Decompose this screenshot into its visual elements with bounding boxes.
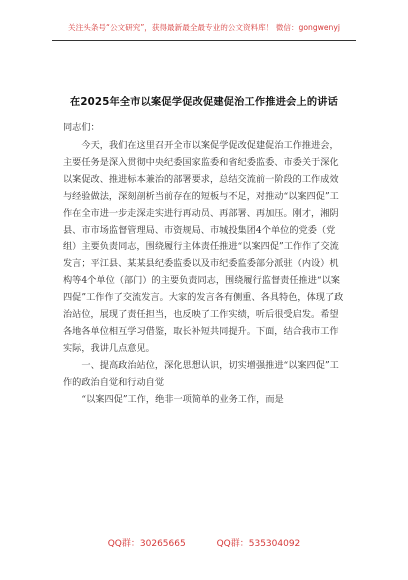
footer-qq-group-1: QQ群：30265665 xyxy=(107,539,186,549)
header-divider xyxy=(52,40,356,41)
header-banner: 关注头条号“公文研究”，获得最新最全最专业的公文资料库！ 微信：gongwenyj xyxy=(68,23,340,32)
paragraph-section-heading: 一、提高政治站位，深化思想认识，切实增强推进“以案四促”工作的政治自觉和行动自觉 xyxy=(63,359,339,388)
footer-qq-group-2: QQ群：535304092 xyxy=(216,539,301,549)
paragraph-intro: 今天，我们在这里召开全市以案促学促改促建促治工作推进会，主要任务是深入贯彻中央纪委国家监委和省纪委监委、市委关于深化以案促改、推进标本兼治的部署要求，总结交流前一阶段的工作成效与经验做法，深刻剖析当前存在的短板与不足，对推动“以案四促”工作在全市进一步走深走实进行再动员、再部署、再加压。刚才，湘阴县、市市场监督管理局、市资规局、市城投集团4个单位的党委（党组）主要负责同志，围绕履行主体责任推进“以案四促”工作作了交流发言；平江县、某某县纪委监委以及市纪委监委部分派驻（内设）机构等4个单位（部门）的主要负责同志，围绕履行监督责任推进“以案四促”工作作了交流发言。大家的发言各有侧重、各具特色，体现了政治站位，展现了责任担当，也反映了工作实绩，听后很受启发。希望各地各单位相互学习借鉴，取长补短共同提升。下面，结合我市工作实际，我讲几点意见。 xyxy=(63,140,344,354)
paragraph-continued: “以案四促”工作，绝非一项简单的业务工作，而是 xyxy=(81,393,284,405)
document-body xyxy=(63,138,345,409)
footer-contact xyxy=(0,536,408,549)
salutation: 同志们： xyxy=(63,122,100,133)
document-title: 在2025年全市以案促学促改促建促治工作推进会上的讲话 xyxy=(69,97,339,108)
